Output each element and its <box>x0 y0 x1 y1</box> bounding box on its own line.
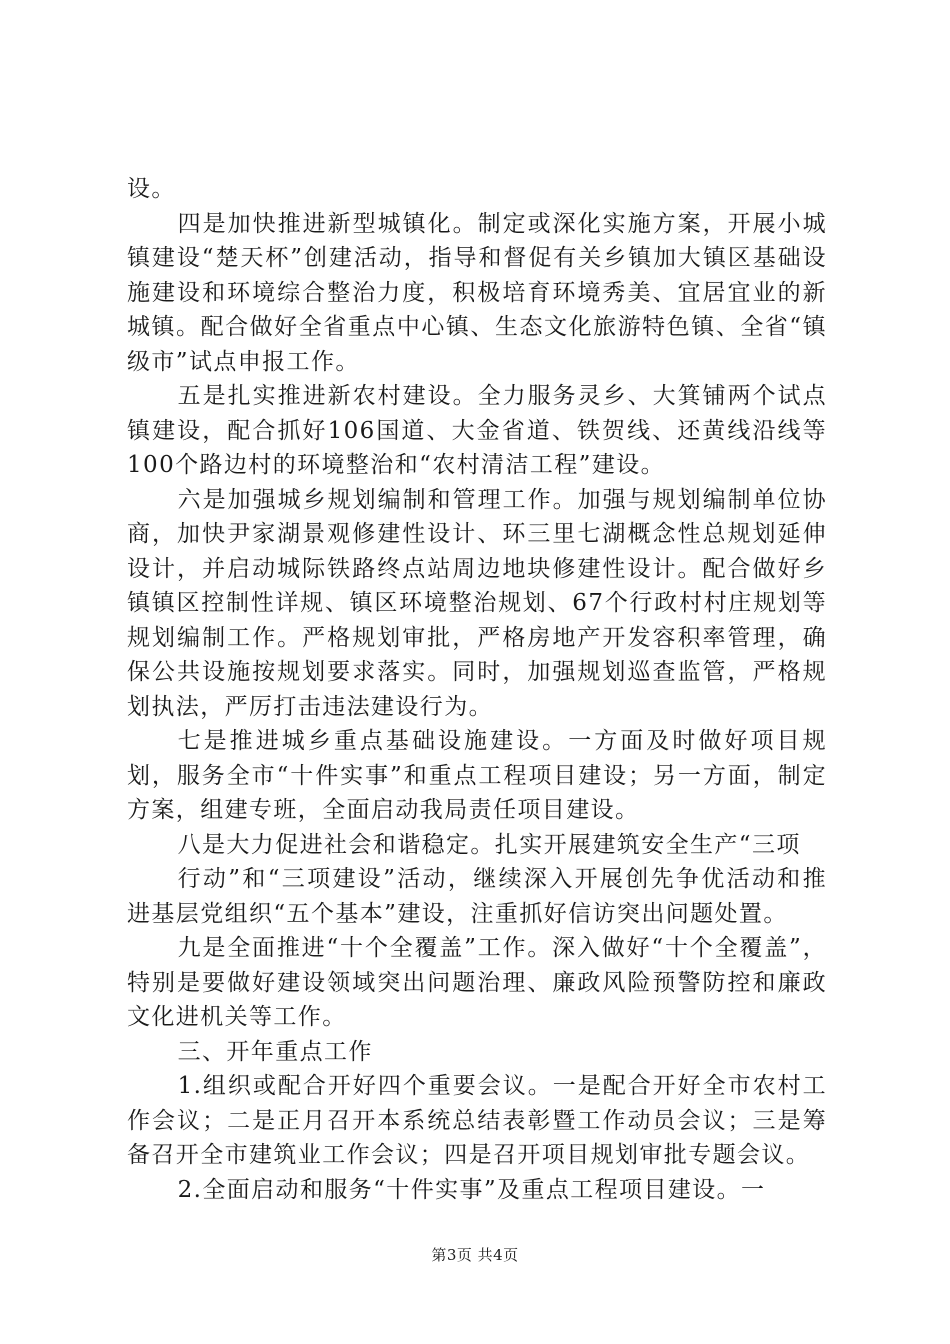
paragraph-1: 四是加快推进新型城镇化。制定或深化实施方案，开展小城镇建设“楚天杯”创建活动，指导和督促有关乡镇加大镇区基础设施建设和环境综合整治力度，积极培育环境秀美、宜居宜业的新城镇。配合做好全省重点中心镇、生态文化旅游特色镇、全省“镇级市”试点申报工作。 <box>127 210 827 375</box>
paragraph-7: 九是全面推进“十个全覆盖”工作。深入做好“十个全覆盖”，特别是要做好建设领域突出问题治理、廉政风险预警防控和廉政文化进机关等工作。 <box>127 935 827 1030</box>
paragraph-6: 行动”和“三项建设”活动，继续深入开展创先争优活动和推进基层党组织“五个基本”建设，注重抓好信访突出问题处置。 <box>127 866 827 927</box>
page-number-footer: 第3页 共4页 <box>431 1246 519 1264</box>
paragraph-4: 七是推进城乡重点基础设施建设。一方面及时做好项目规划，服务全市“十件实事”和重点工程项目建设；另一方面，制定方案，组建专班，全面启动我局责任项目建设。 <box>127 728 827 823</box>
paragraph-5: 八是大力促进社会和谐稳定。扎实开展建筑安全生产“三项 <box>177 831 801 858</box>
section-heading: 三、开年重点工作 <box>177 1038 373 1065</box>
paragraph-2: 五是扎实推进新农村建设。全力服务灵乡、大箕铺两个试点镇建设，配合抓好106国道、大金省道、铁贺线、还黄线沿线等100个路边村的环境整治和“农村清洁工程”建设。 <box>127 383 827 478</box>
document-body <box>127 172 827 1207</box>
paragraph-0: 设。 <box>127 176 176 202</box>
paragraph-9: 1.组织或配合开好四个重要会议。一是配合开好全市农村工作会议；二是正月召开本系统总结表彰暨工作动员会议；三是筹备召开全市建筑业工作会议；四是召开项目规划审批专题会议。 <box>127 1073 827 1168</box>
paragraph-10: 2.全面启动和服务“十件实事”及重点工程项目建设。一 <box>177 1176 766 1203</box>
paragraph-3: 六是加强城乡规划编制和管理工作。加强与规划编制单位协商，加快尹家湖景观修建性设计、环三里七湖概念性总规划延伸设计，并启动城际铁路终点站周边地块修建性设计。配合做好乡镇镇区控制性详规、镇区环境整治规划、67个行政村村庄规划等规划编制工作。严格规划审批，严格房地产开发容积率管理，确保公共设施按规划要求落实。同时，加强规划巡查监管，严格规划执法，严厉打击违法建设行为。 <box>127 486 827 720</box>
